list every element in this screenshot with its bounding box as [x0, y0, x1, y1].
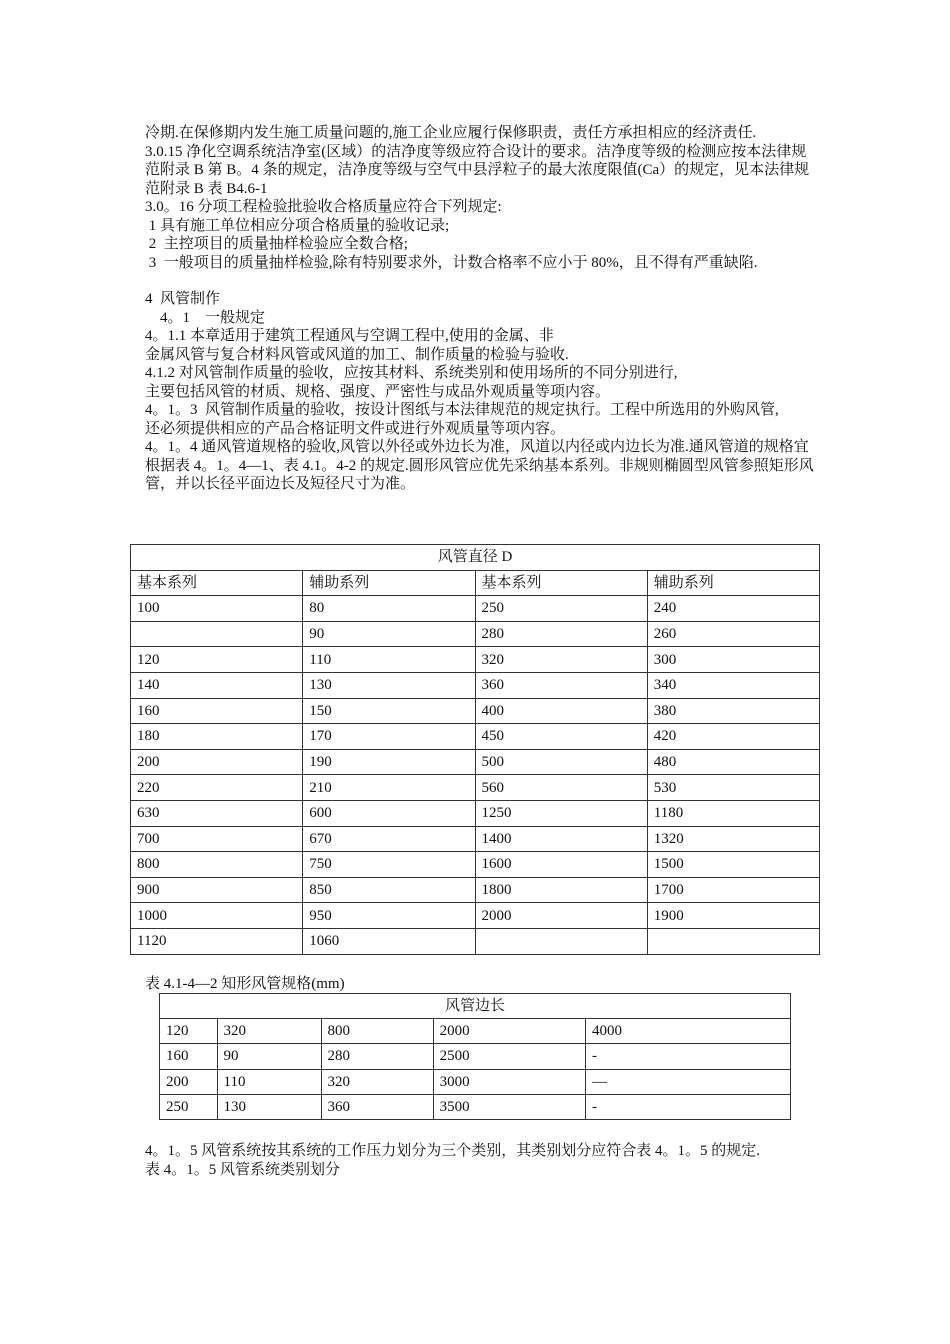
table-cell: 120: [131, 647, 303, 673]
table-cell: 280: [475, 621, 647, 647]
table-cell: 320: [475, 647, 647, 673]
table-row: [131, 724, 820, 750]
table-cell: 210: [303, 775, 475, 801]
document-body: [145, 124, 820, 494]
table-cell: 3000: [433, 1069, 585, 1094]
table-cell: 530: [647, 775, 819, 801]
table-cell: 250: [160, 1094, 218, 1119]
table-cell: 3500: [433, 1094, 585, 1119]
table-row: [160, 1069, 791, 1094]
table-cell: 90: [303, 621, 475, 647]
table-cell: 2500: [433, 1044, 585, 1069]
table-row: [131, 596, 820, 622]
table-row: [131, 749, 820, 775]
table-row: [131, 877, 820, 903]
table-column-header-row: [131, 570, 820, 596]
table-cell: 120: [160, 1019, 218, 1044]
table-cell: 360: [321, 1094, 433, 1119]
table-cell: 180: [131, 724, 303, 750]
table-cell: 200: [131, 749, 303, 775]
rect-duct-size-table: [159, 993, 791, 1120]
paragraph: 4。1。5 风管系统按其系统的工作压力划分为三个类别，其类别划分应符合表 4。1。5 的规定.: [145, 1143, 761, 1159]
table-cell: 130: [303, 672, 475, 698]
table-cell: 110: [217, 1069, 321, 1094]
table-cell: 450: [475, 724, 647, 750]
table-cell: -: [586, 1094, 791, 1119]
paragraph: 3.0.15 净化空调系统洁净室(区域）的洁净度等级应符合设计的要求。洁净度等级的检测应按本法律规范附录 B 第 B。4 条的规定，洁净度等级与空气中县浮粒子的最大浓度限值(Ca）的规定，见本法律规范附录 B 表 B4.6-1: [145, 143, 810, 197]
paragraph: 3.0。16 分项工程检验批验收合格质量应符合下列规定:: [145, 199, 502, 215]
table-cell: 250: [475, 596, 647, 622]
table-cell: 160: [131, 698, 303, 724]
table-cell: 750: [303, 852, 475, 878]
table-cell: 1320: [647, 826, 819, 852]
table-cell: 150: [303, 698, 475, 724]
table-row: [131, 903, 820, 929]
table-cell: 80: [303, 596, 475, 622]
table-cell: 1700: [647, 877, 819, 903]
document-body-bottom: [145, 1142, 810, 1179]
table-row: [131, 672, 820, 698]
table-cell: 90: [217, 1044, 321, 1069]
table-row: [160, 1019, 791, 1044]
table-row: [131, 698, 820, 724]
table-cell: [647, 928, 819, 954]
table-row: [131, 621, 820, 647]
table-cell: 630: [131, 800, 303, 826]
paragraph: 冷期.在保修期内发生施工质量问题的,施工企业应履行保修职责，责任方承担相应的经济责任.: [145, 125, 757, 141]
table-cell: 300: [647, 647, 819, 673]
table-header-row: [160, 994, 791, 1019]
table-cell: 340: [647, 672, 819, 698]
table-cell: 360: [475, 672, 647, 698]
table-row: [160, 1044, 791, 1069]
table-row: [131, 826, 820, 852]
list-item: 3 一般项目的质量抽样检验,除有特别要求外，计数合格率不应小于 80%，且不得有严重缺陷.: [145, 254, 758, 271]
table-cell: 400: [475, 698, 647, 724]
table-cell: 2000: [433, 1019, 585, 1044]
table-cell: —: [586, 1069, 791, 1094]
table-cell: 1250: [475, 800, 647, 826]
paragraph: 金属风管与复合材料风管或风道的加工、制作质量的检验与验收.: [145, 346, 569, 363]
table-cell: 320: [321, 1069, 433, 1094]
table-cell: 4000: [586, 1019, 791, 1044]
table-cell: 700: [131, 826, 303, 852]
table-cell: 240: [647, 596, 819, 622]
table-cell: 280: [321, 1044, 433, 1069]
column-header: 辅助系列: [647, 570, 819, 596]
table-cell: 260: [647, 621, 819, 647]
table-cell: 500: [475, 749, 647, 775]
table-cell: 900: [131, 877, 303, 903]
paragraph: 主要包括风管的材质、规格、强度、严密性与成品外观质量等项内容。: [145, 383, 611, 400]
list-item: 2 主控项目的质量抽样检验应全数合格;: [145, 236, 408, 252]
table-row: [131, 775, 820, 801]
paragraph: 4。1。3 风管制作质量的验收，按设计图纸与本法律规范的规定执行。工程中所选用的外购风管,: [145, 402, 779, 418]
table-cell: 850: [303, 877, 475, 903]
paragraph: 还必须提供相应的产品合格证明文件或进行外观质量等项内容。: [145, 420, 566, 437]
table-cell: 480: [647, 749, 819, 775]
table-cell: 670: [303, 826, 475, 852]
round-duct-size-table: [130, 544, 820, 955]
table-cell: 1000: [131, 903, 303, 929]
table-header-row: [131, 545, 820, 571]
table-cell: -: [586, 1044, 791, 1069]
paragraph: 4.1.2 对风管制作质量的验收，应按其材料、系统类别和使用场所的不同分别进行,: [145, 365, 678, 381]
table-cell: 1800: [475, 877, 647, 903]
table-cell: 1060: [303, 928, 475, 954]
table-cell: 1180: [647, 800, 819, 826]
table-row: [131, 852, 820, 878]
table-cell: 140: [131, 672, 303, 698]
column-header: 基本系列: [131, 570, 303, 596]
table-cell: 110: [303, 647, 475, 673]
table-cell: 1400: [475, 826, 647, 852]
table-row: [131, 928, 820, 954]
table-cell: 420: [647, 724, 819, 750]
table-cell: 1120: [131, 928, 303, 954]
table-cell: 190: [303, 749, 475, 775]
subsection-heading: 4。1 一般规定: [145, 309, 266, 326]
table-cell: 1500: [647, 852, 819, 878]
table-cell: 200: [160, 1069, 218, 1094]
table-caption: 表 4。1。5 风管系统类别划分: [145, 1161, 341, 1178]
table-cell: 2000: [475, 903, 647, 929]
table-cell: 560: [475, 775, 647, 801]
table-caption: 表 4.1-4—2 知形风管规格(mm): [145, 976, 345, 992]
table-title-cell: 风管边长: [160, 994, 791, 1019]
table-cell: 160: [160, 1044, 218, 1069]
table-cell: 1600: [475, 852, 647, 878]
paragraph: 4。1.1 本章适用于建筑工程通风与空调工程中,使用的金属、非: [145, 328, 554, 344]
table-cell: 380: [647, 698, 819, 724]
list-item: 1 具有施工单位相应分项合格质量的验收记录;: [145, 217, 450, 234]
table-cell: 600: [303, 800, 475, 826]
table-row: [131, 800, 820, 826]
table-cell: 800: [321, 1019, 433, 1044]
table-cell: 220: [131, 775, 303, 801]
table-row: [160, 1094, 791, 1119]
column-header: 辅助系列: [303, 570, 475, 596]
table-cell: 1900: [647, 903, 819, 929]
table-title-cell: 风管直径 D: [131, 545, 820, 571]
table-cell: 800: [131, 852, 303, 878]
table-cell: 320: [217, 1019, 321, 1044]
paragraph: 4。1。4 通风管道规格的验收,风管以外径或外边长为准，风道以内径或内边长为准.通风管道的规格宜根据表 4。1。4—1、表 4.1。4-2 的规定.圆形风管应优先采纳基本系列。非规则椭圆型风管参照矩形风管，并以长径平面边长及短径尺寸为准。: [145, 439, 814, 492]
table-cell: 130: [217, 1094, 321, 1119]
table-cell: [475, 928, 647, 954]
table-cell: 170: [303, 724, 475, 750]
table-cell: 950: [303, 903, 475, 929]
section-heading: 4 风管制作: [145, 291, 221, 307]
column-header: 基本系列: [475, 570, 647, 596]
table-row: [131, 647, 820, 673]
table-cell: 100: [131, 596, 303, 622]
table-cell: [131, 621, 303, 647]
